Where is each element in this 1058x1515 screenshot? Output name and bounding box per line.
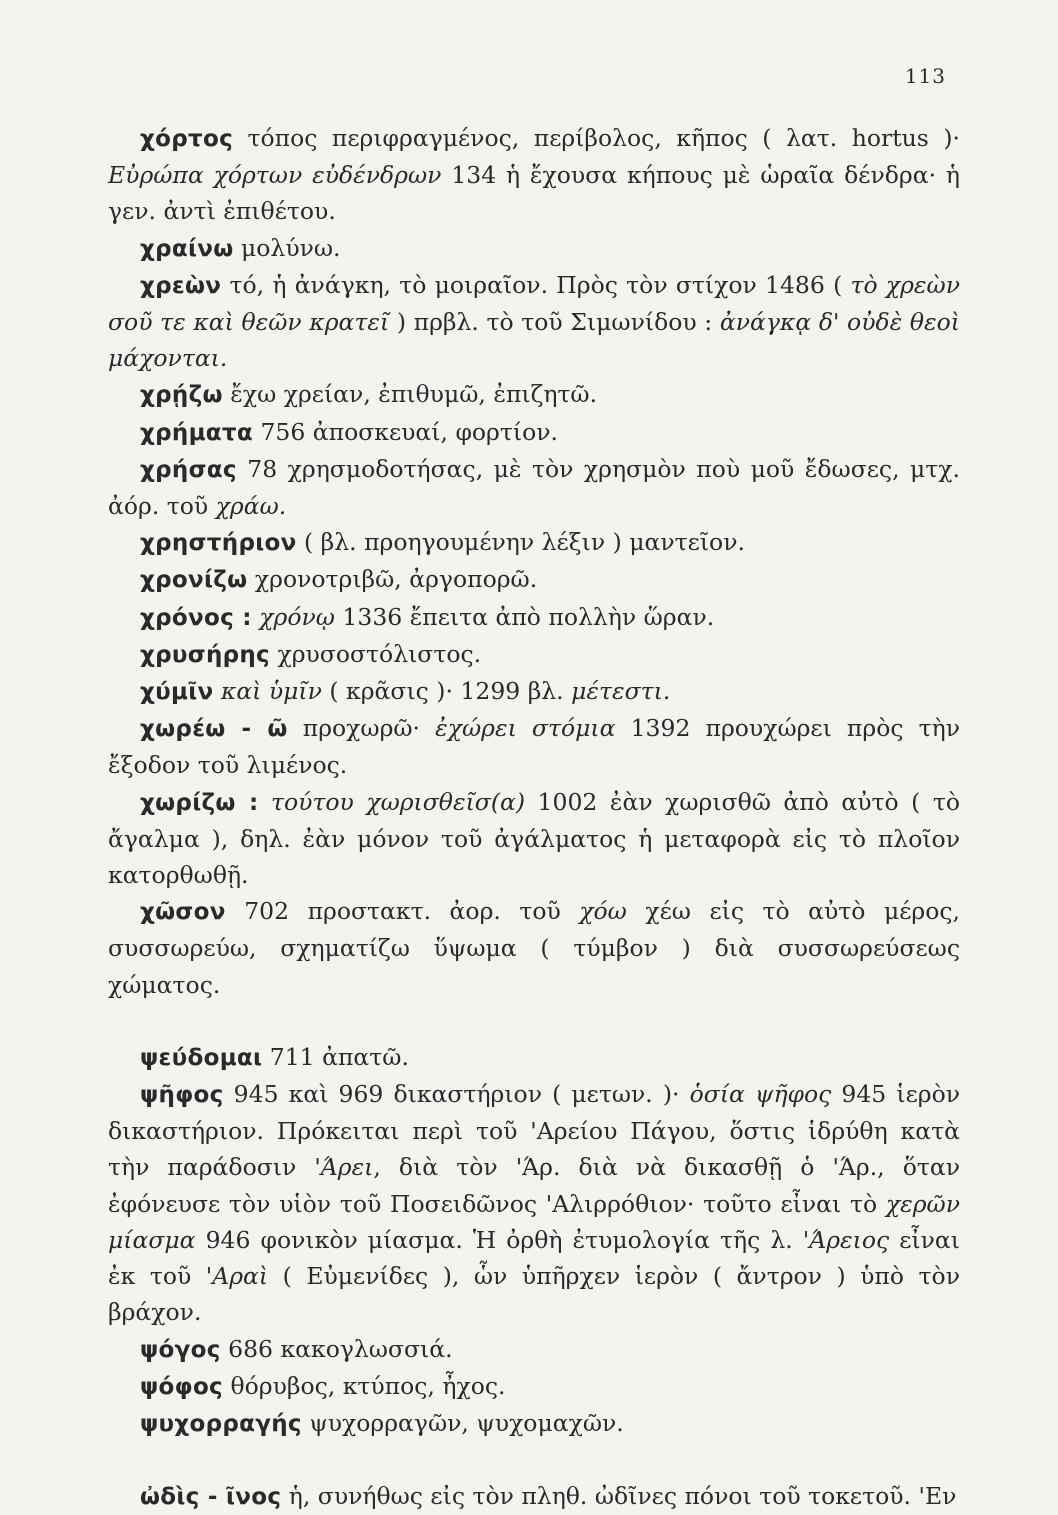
definition-text: μολύνω. [233,233,341,262]
quoted-phrase: τούτου χωρισθεῖσ(α) [270,787,526,816]
glossary-entry [108,451,960,524]
definition-text [258,788,271,816]
definition-text: 702 προστακτ. ἀορ. τοῦ [225,897,580,926]
headword: χρόνος : [140,604,252,631]
quoted-phrase: 'Άρει [314,1153,374,1182]
quoted-phrase: χερῶν μίασμα [108,1189,960,1254]
definition-text: ψυχορραγῶν, ψυχομαχῶν. [301,1408,624,1437]
quoted-phrase: χρόνῳ [259,602,335,631]
quoted-phrase: ἐχώρει στόμια [435,714,616,743]
glossary-entry [108,561,960,598]
definition-text: 1336 ἔπειτα ἀπὸ πολλὴν ὥραν. [334,602,715,631]
glossary-entry [108,120,960,230]
glossary-entry [108,1076,960,1330]
definition-text: χρονοτριβῶ, ἀργοπορῶ. [247,565,538,594]
headword: χύμῖν [140,679,214,706]
headword: ψόγος [140,1336,221,1363]
glossary-entry [108,784,960,894]
glossary-entry [108,230,960,267]
headword: χρῄζω [140,382,223,409]
glossary-entry [108,1331,960,1368]
definition-text: 78 χρησμοδοτήσας, μὲ τὸν χρησμὸν ποὺ μοῦ ἔδωσες, μτχ. ἀόρ. τοῦ [108,454,960,521]
quoted-phrase: ὁσία ψῆφος [689,1080,832,1109]
quoted-phrase: ἀνάγκᾳ δ' οὐδὲ θεοὶ μάχονται. [108,308,960,373]
quoted-phrase: χόω [579,897,627,926]
glossary-entry [108,376,960,413]
quoted-phrase: τὸ χρεὼν σοῦ τε καὶ θεῶν κρατεῖ [108,270,960,337]
definition-text: ἡ, συνήθως εἰς τὸν πληθ. ὠδῖνες πόνοι τοῦ τοκετοῦ. 'Εν [281,1482,957,1511]
definition-text: ( Εὐμενίδες ), ὧν ὑπῆρχεν ἱερὸν ( ἄντρον ) ὑπὸ τὸν βράχον. [108,1262,960,1327]
definition-text: προχωρῶ· [287,714,436,743]
headword: ψόφος [140,1373,223,1400]
definition-text: θόρυβος, κτύπος, ἦχος. [223,1371,506,1400]
glossary-entry [108,673,960,710]
glossary-entry [108,599,960,636]
definition-text: 945 καὶ 969 δικαστήριον ( μετων. )· [223,1080,690,1109]
glossary-entry [108,636,960,673]
headword: χωρίζω : [140,789,259,816]
headword: χρήματα [140,419,253,446]
definition-text: εἶναι ἐκ τοῦ [108,1225,961,1291]
definition-text: 1002 ἐὰν χωρισθῶ ἀπὸ αὐτὸ ( τὸ ἄγαλμα ), δηλ. ἐὰν μόνον τοῦ ἀγάλματος ἡ μεταφορὰ εἰς τὸ πλοῖον κατορθωθῇ. [108,787,960,890]
glossary-entry [108,1368,960,1405]
quoted-phrase: καὶ ὑμῖν [220,677,322,706]
definition-text: τόπος περιφραγμένος, περίβολος, κῆπος ( λατ. hortus )· [233,124,960,152]
definition-text: ) πρβλ. τὸ τοῦ Σιμωνίδου : [389,308,720,337]
headword: ψυχορραγής [140,1410,302,1437]
headword: χραίνω [140,235,234,262]
headword: χῶσον [140,899,226,926]
definition-text: 1392 προυχώρει πρὸς τὴν ἔξοδον τοῦ λιμένος. [108,714,960,780]
headword: χωρέω - ῶ [140,716,288,743]
definition-text: 711 ἀπατῶ. [262,1042,409,1071]
page-number: 113 [904,64,946,88]
glossary-text [108,120,960,1515]
quoted-phrase: Εὐρώπα χόρτων εὐδένδρων [108,161,442,190]
glossary-entry [108,267,960,377]
quoted-phrase: χράω. [215,492,287,521]
glossary-entry [108,414,960,451]
definition-text: 134 ἡ ἔχουσα κήπους μὲ ὡραῖα δένδρα· ἡ γεν. ἀντὶ ἐπιθέτου. [108,161,960,226]
definition-text: ( κρᾶσις )· 1299 βλ. [321,677,572,706]
definition-text: χρυσοστόλιστος. [270,639,482,668]
headword: χρήσας [140,456,237,483]
glossary-entry [108,893,960,1003]
headword: ψῆφος [140,1082,224,1109]
headword: χρηστήριον [140,530,297,557]
definition-text: ἔχω χρείαν, ἐπιθυμῶ, ἐπιζητῶ. [222,380,598,409]
glossary-entry [108,524,960,561]
definition-text [213,677,220,705]
headword: χρυσήρης [140,641,270,668]
glossary-entry [108,710,960,783]
headword: χρεὼν [140,272,222,299]
definition-text: 756 ἀποσκευαί, φορτίον. [252,417,558,446]
headword: χρονίζω [140,567,248,594]
glossary-entry [108,1039,960,1076]
headword: ψεύδομαι [140,1044,263,1071]
definition-text: 945 ἱερὸν δικαστήριον. Πρόκειται περὶ τοῦ 'Αρείου Πάγου, ὅστις ἱδρύθη κατὰ τὴν παράδοσιν [108,1080,961,1182]
headword: ὠδὶς - ῖνος [140,1484,282,1511]
quoted-phrase: 'Αραὶ [205,1262,269,1291]
quoted-phrase: 'Άρειος [802,1225,890,1254]
definition-text: τό, ἡ ἀνάγκη, τὸ μοιραῖον. Πρὸς τὸν στίχον 1486 ( [221,270,851,299]
headword: χόρτος [140,126,234,152]
definition-text: 686 κακογλωσσιά. [220,1334,453,1363]
quoted-phrase: μέτεστι. [571,677,671,706]
glossary-entry [108,1405,960,1442]
definition-text: χέω εἰς τὸ αὐτὸ μέρος, συσσωρεύω, σχηματίζω ὕψωμα ( τύμβον ) διὰ συσσωρεύσεως χώματος. [108,897,960,999]
definition-text: ( βλ. προηγουμένην λέξιν ) μαντεῖον. [296,528,745,557]
glossary-entry [108,1478,960,1515]
definition-text: 946 φονικὸν μίασμα. Ἡ ὀρθὴ ἐτυμολογία τῆς λ. [195,1225,803,1254]
definition-text: , διὰ τὸν 'Άρ. διὰ νὰ δικασθῇ ὁ 'Άρ., ὅταν ἐφόνευσε τὸν υἱὸν τοῦ Ποσειδῶνος 'Αλιρρόθιον· τοῦτο εἶναι τὸ [108,1153,960,1218]
